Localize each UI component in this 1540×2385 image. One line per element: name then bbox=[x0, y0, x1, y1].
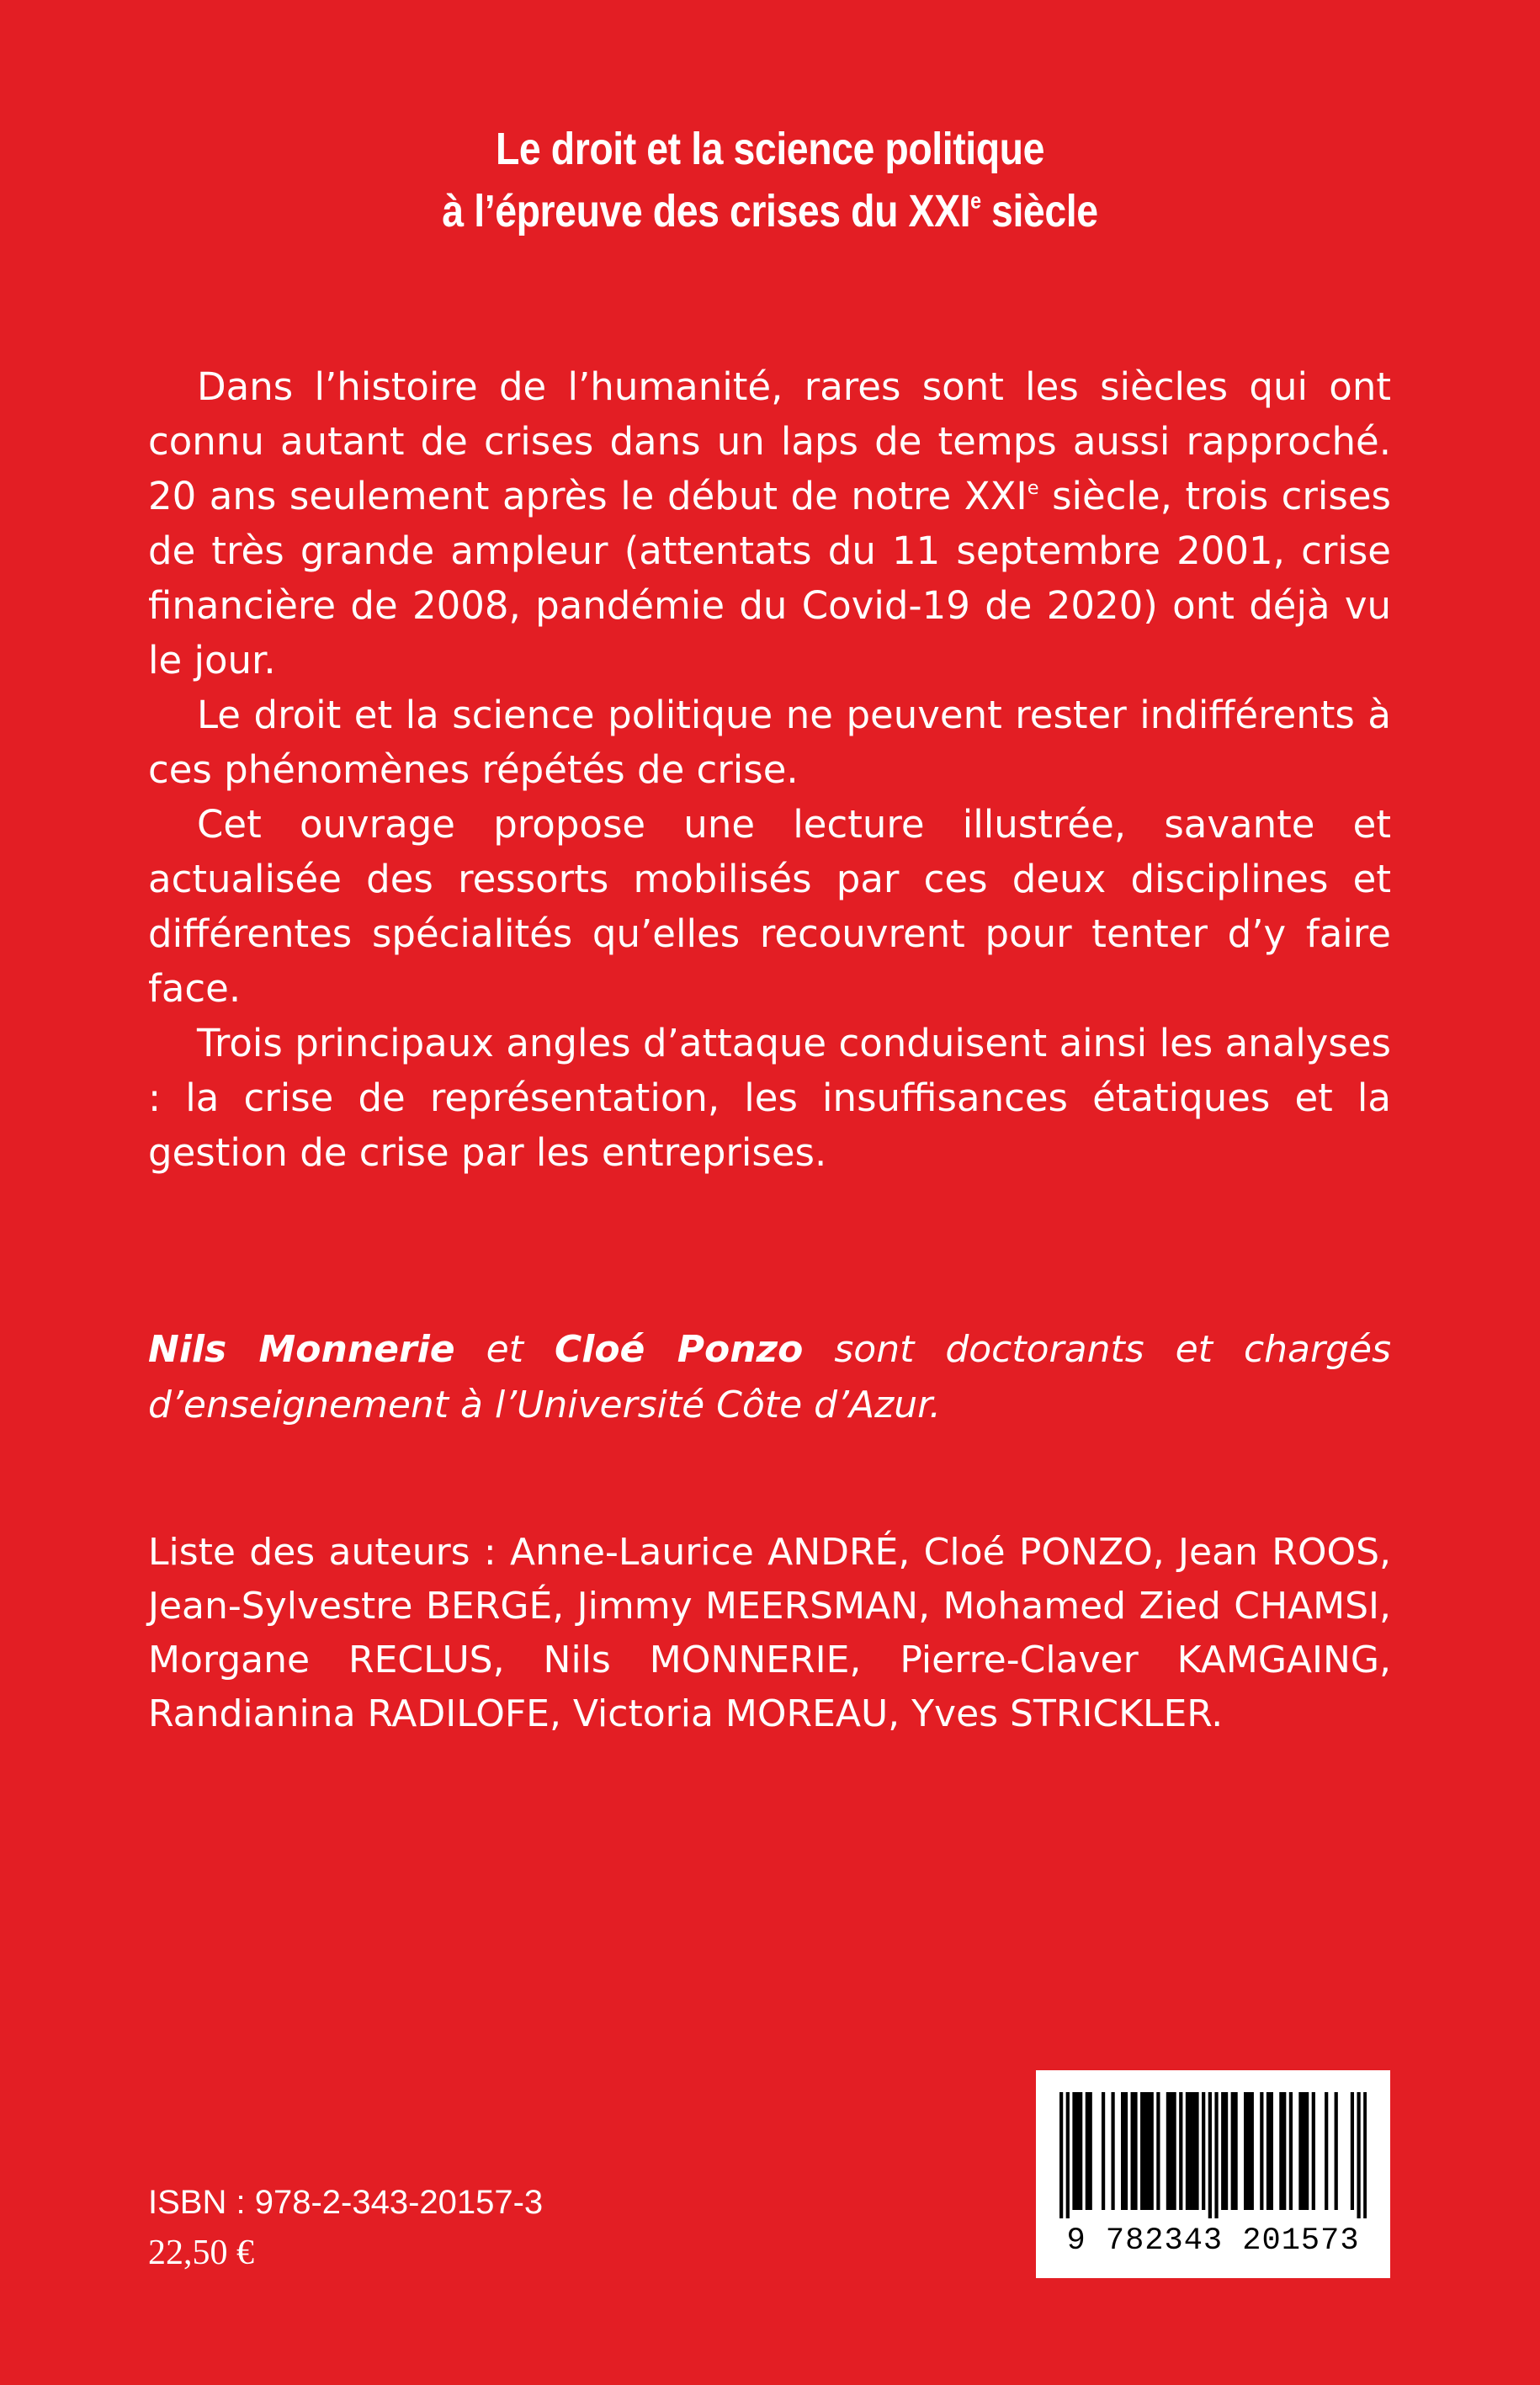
editor-name-2: Cloé Ponzo bbox=[554, 1328, 804, 1371]
editor-name-1: Nils Monnerie bbox=[148, 1328, 455, 1371]
back-cover-summary bbox=[148, 359, 1391, 1180]
p1-superscript: e bbox=[1027, 477, 1039, 499]
barcode-bar bbox=[1282, 2092, 1286, 2210]
barcode-bar bbox=[1086, 2092, 1089, 2210]
barcode-bar bbox=[1221, 2092, 1224, 2210]
p1-text: Dans l’histoire de l’humanité, rares sont les siècles qui ont connu autant de crises dans un laps de temps aussi rapproché. 20 ans seulement après le début de notre XXI bbox=[148, 364, 1391, 518]
barcode-bar bbox=[1131, 2092, 1134, 2210]
barcode-bar bbox=[1144, 2092, 1147, 2210]
barcode-bar bbox=[1247, 2092, 1251, 2210]
barcode-bars bbox=[1059, 2092, 1367, 2218]
barcode-bar bbox=[1298, 2092, 1302, 2210]
barcode-bar bbox=[1202, 2092, 1205, 2210]
barcode-bar bbox=[1279, 2092, 1282, 2210]
barcode-bar bbox=[1267, 2092, 1270, 2210]
barcode-bar bbox=[1079, 2092, 1082, 2210]
barcode-bar bbox=[1195, 2092, 1198, 2210]
summary-paragraph-4: Trois principaux angles d’attaque conduisent ainsi les analyses : la crise de représentation, les insuffisances étatiques et la gestion de crise par les entreprises. bbox=[148, 1021, 1391, 1175]
barcode-bar bbox=[1166, 2092, 1170, 2210]
barcode-bar bbox=[1150, 2092, 1154, 2210]
barcode-bar bbox=[1121, 2092, 1124, 2210]
barcode-bar bbox=[1170, 2092, 1173, 2210]
barcode-bar bbox=[1192, 2092, 1196, 2210]
barcode-bar bbox=[1059, 2092, 1063, 2218]
barcode-bar bbox=[1335, 2092, 1338, 2210]
barcode-bar bbox=[1156, 2092, 1160, 2210]
barcode-bar bbox=[1066, 2092, 1070, 2218]
p1-text-end: siècle, trois crises de très grande ampleur (attentats du 11 septembre 2001, crise financière de 2008, pandémie du Covid-19 de 2020) ont déjà vu le jour. bbox=[148, 474, 1392, 683]
isbn: ISBN : 978-2-343-20157-3 bbox=[148, 2184, 544, 2221]
barcode-bar bbox=[1302, 2092, 1305, 2210]
barcode-bar bbox=[1363, 2092, 1367, 2218]
barcode-bar bbox=[1147, 2092, 1150, 2210]
barcode-bar bbox=[1244, 2092, 1247, 2210]
barcode bbox=[1036, 2070, 1390, 2278]
barcode-bar bbox=[1140, 2092, 1144, 2210]
barcode-bar bbox=[1260, 2092, 1263, 2210]
editors-conjunction: et bbox=[454, 1328, 555, 1371]
summary-paragraph-3: Cet ouvrage propose une lecture illustrée, savante et actualisée des ressorts mobilisés par ces deux disciplines et différentes spécialités qu’elles recouvrent pour tenter d’y faire face. bbox=[148, 802, 1391, 1011]
barcode-bar bbox=[1224, 2092, 1228, 2210]
barcode-bar bbox=[1124, 2092, 1128, 2210]
barcode-bar bbox=[1234, 2092, 1237, 2210]
barcode-bar bbox=[1289, 2092, 1293, 2210]
barcode-bar bbox=[1189, 2092, 1192, 2210]
barcode-bar bbox=[1305, 2092, 1309, 2210]
summary-paragraph-2: Le droit et la science politique ne peuvent rester indifférents à ces phénomènes répétés de crise. bbox=[148, 693, 1391, 792]
barcode-bar bbox=[1089, 2092, 1092, 2210]
barcode-bar bbox=[1102, 2092, 1105, 2210]
editors-bio bbox=[148, 1322, 1391, 1433]
barcode-bar bbox=[1134, 2092, 1137, 2210]
book-title bbox=[108, 118, 1432, 242]
barcode-bar bbox=[1111, 2092, 1114, 2210]
barcode-bar bbox=[1179, 2092, 1182, 2210]
summary-paragraph-1 bbox=[148, 359, 1391, 688]
title-line-2-text: à l’épreuve des crises du XXI bbox=[442, 186, 971, 236]
barcode-bar bbox=[1072, 2092, 1075, 2210]
barcode-bar bbox=[1251, 2092, 1254, 2210]
barcode-bar bbox=[1172, 2092, 1176, 2210]
title-line-2-end: siècle bbox=[980, 186, 1098, 236]
barcode-bar bbox=[1208, 2092, 1212, 2218]
editors-description: sont doctorants et chargés d’enseignement à l’Université Côte d’Azur. bbox=[148, 1328, 1392, 1426]
barcode-digits: 9 782343 201573 bbox=[1066, 2223, 1360, 2259]
title-superscript: e bbox=[970, 188, 981, 214]
barcode-bar bbox=[1214, 2092, 1218, 2218]
barcode-bar bbox=[1325, 2092, 1328, 2210]
barcode-bar bbox=[1186, 2092, 1189, 2210]
barcode-bar bbox=[1312, 2092, 1315, 2210]
price: 22,50 € bbox=[148, 2234, 254, 2272]
title-line-2 bbox=[108, 180, 1432, 242]
barcode-bar bbox=[1231, 2092, 1235, 2210]
barcode-bar bbox=[1270, 2092, 1273, 2210]
barcode-bar bbox=[1351, 2092, 1354, 2210]
barcode-bar bbox=[1075, 2092, 1079, 2210]
title-line-1: Le droit et la science politique bbox=[495, 124, 1045, 174]
contributors-list: Liste des auteurs : Anne-Laurice ANDRÉ, Cloé PONZO, Jean ROOS, Jean-Sylvestre BERGÉ, Jimmy MEERSMAN, Mohamed Zied CHAMSI, Morgane RECLUS, Nils MONNERIE, Pierre-Claver KAMGAING, Randianina RADILOFE, Victoria MOREAU, Yves STRICKLER. bbox=[148, 1531, 1391, 1735]
barcode-bar bbox=[1357, 2092, 1360, 2218]
